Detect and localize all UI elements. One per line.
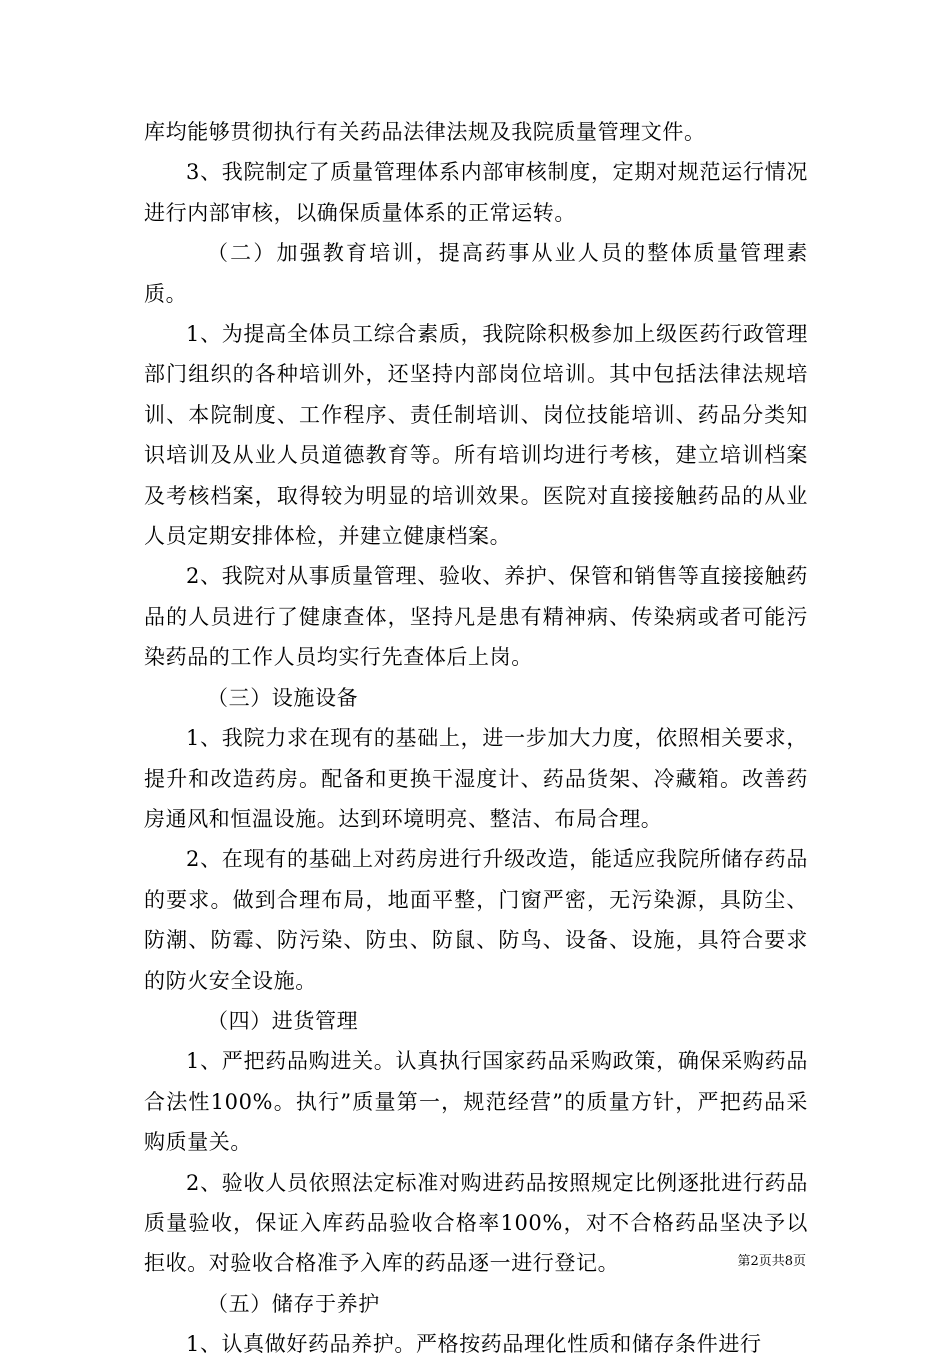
section-heading-3-facilities: （三）设施设备 [207, 685, 359, 710]
document-body [144, 112, 808, 1365]
paragraph-purchasing-1: 1、严把药品购进关。认真执行国家药品采购政策，确保采购药品合法性100%。执行”质量第一，规范经营”的质量方针，严把药品采购质量关。 [144, 1049, 808, 1155]
paragraph-facilities-2: 2、在现有的基础上对药房进行升级改造，能适应我院所储存药品的要求。做到合理布局，地面平整，门窗严密，无污染源，具防尘、防潮、防霉、防污染、防虫、防鼠、防鸟、设备、设施，具符合要求的防火安全设施。 [144, 847, 808, 993]
page-number-footer: 第2页共8页 [737, 1254, 806, 1269]
section-heading-5-storage: （五）储存于养护 [207, 1291, 380, 1316]
paragraph-training-1: 1、为提高全体员工综合素质，我院除积极参加上级医药行政管理部门组织的各种培训外，还坚持内部岗位培训。其中包括法律法规培训、本院制度、工作程序、责任制培训、岗位技能培训、药品分类知识培训及从业人员道德教育等。所有培训均进行考核，建立培训档案及考核档案，取得较为明显的培训效果。医院对直接接触药品的从业人员定期安排体检，并建立健康档案。 [144, 322, 808, 549]
paragraph-continuation: 库均能够贯彻执行有关药品法律法规及我院质量管理文件。 [144, 120, 706, 144]
paragraph-facilities-1: 1、我院力求在现有的基础上，进一步加大力度，依照相关要求，提升和改造药房。配备和更换干湿度计、药品货架、冷藏箱。改善药房通风和恒温设施。达到环境明亮、整洁、布局合理。 [144, 726, 808, 831]
paragraph-purchasing-2: 2、验收人员依照法定标准对购进药品按照规定比例逐批进行药品质量验收，保证入库药品验收合格率100%，对不合格药品坚决予以拒收。对验收合格准予入库的药品逐一进行登记。 [144, 1170, 808, 1276]
paragraph-storage-1: 1、认真做好药品养护。严格按药品理化性质和储存条件进行 [186, 1332, 762, 1357]
paragraph-item-3-audit: 3、我院制定了质量管理体系内部审核制度，定期对规范运行情况进行内部审核，以确保质量体系的正常运转。 [144, 160, 808, 225]
section-heading-4-purchasing: （四）进货管理 [207, 1008, 359, 1033]
section-heading-2-training: （二）加强教育培训，提高药事从业人员的整体质量管理素质。 [144, 241, 808, 306]
paragraph-training-2: 2、我院对从事质量管理、验收、养护、保管和销售等直接接触药品的人员进行了健康查体，坚持凡是患有精神病、传染病或者可能污染药品的工作人员均实行先查体后上岗。 [144, 564, 808, 670]
